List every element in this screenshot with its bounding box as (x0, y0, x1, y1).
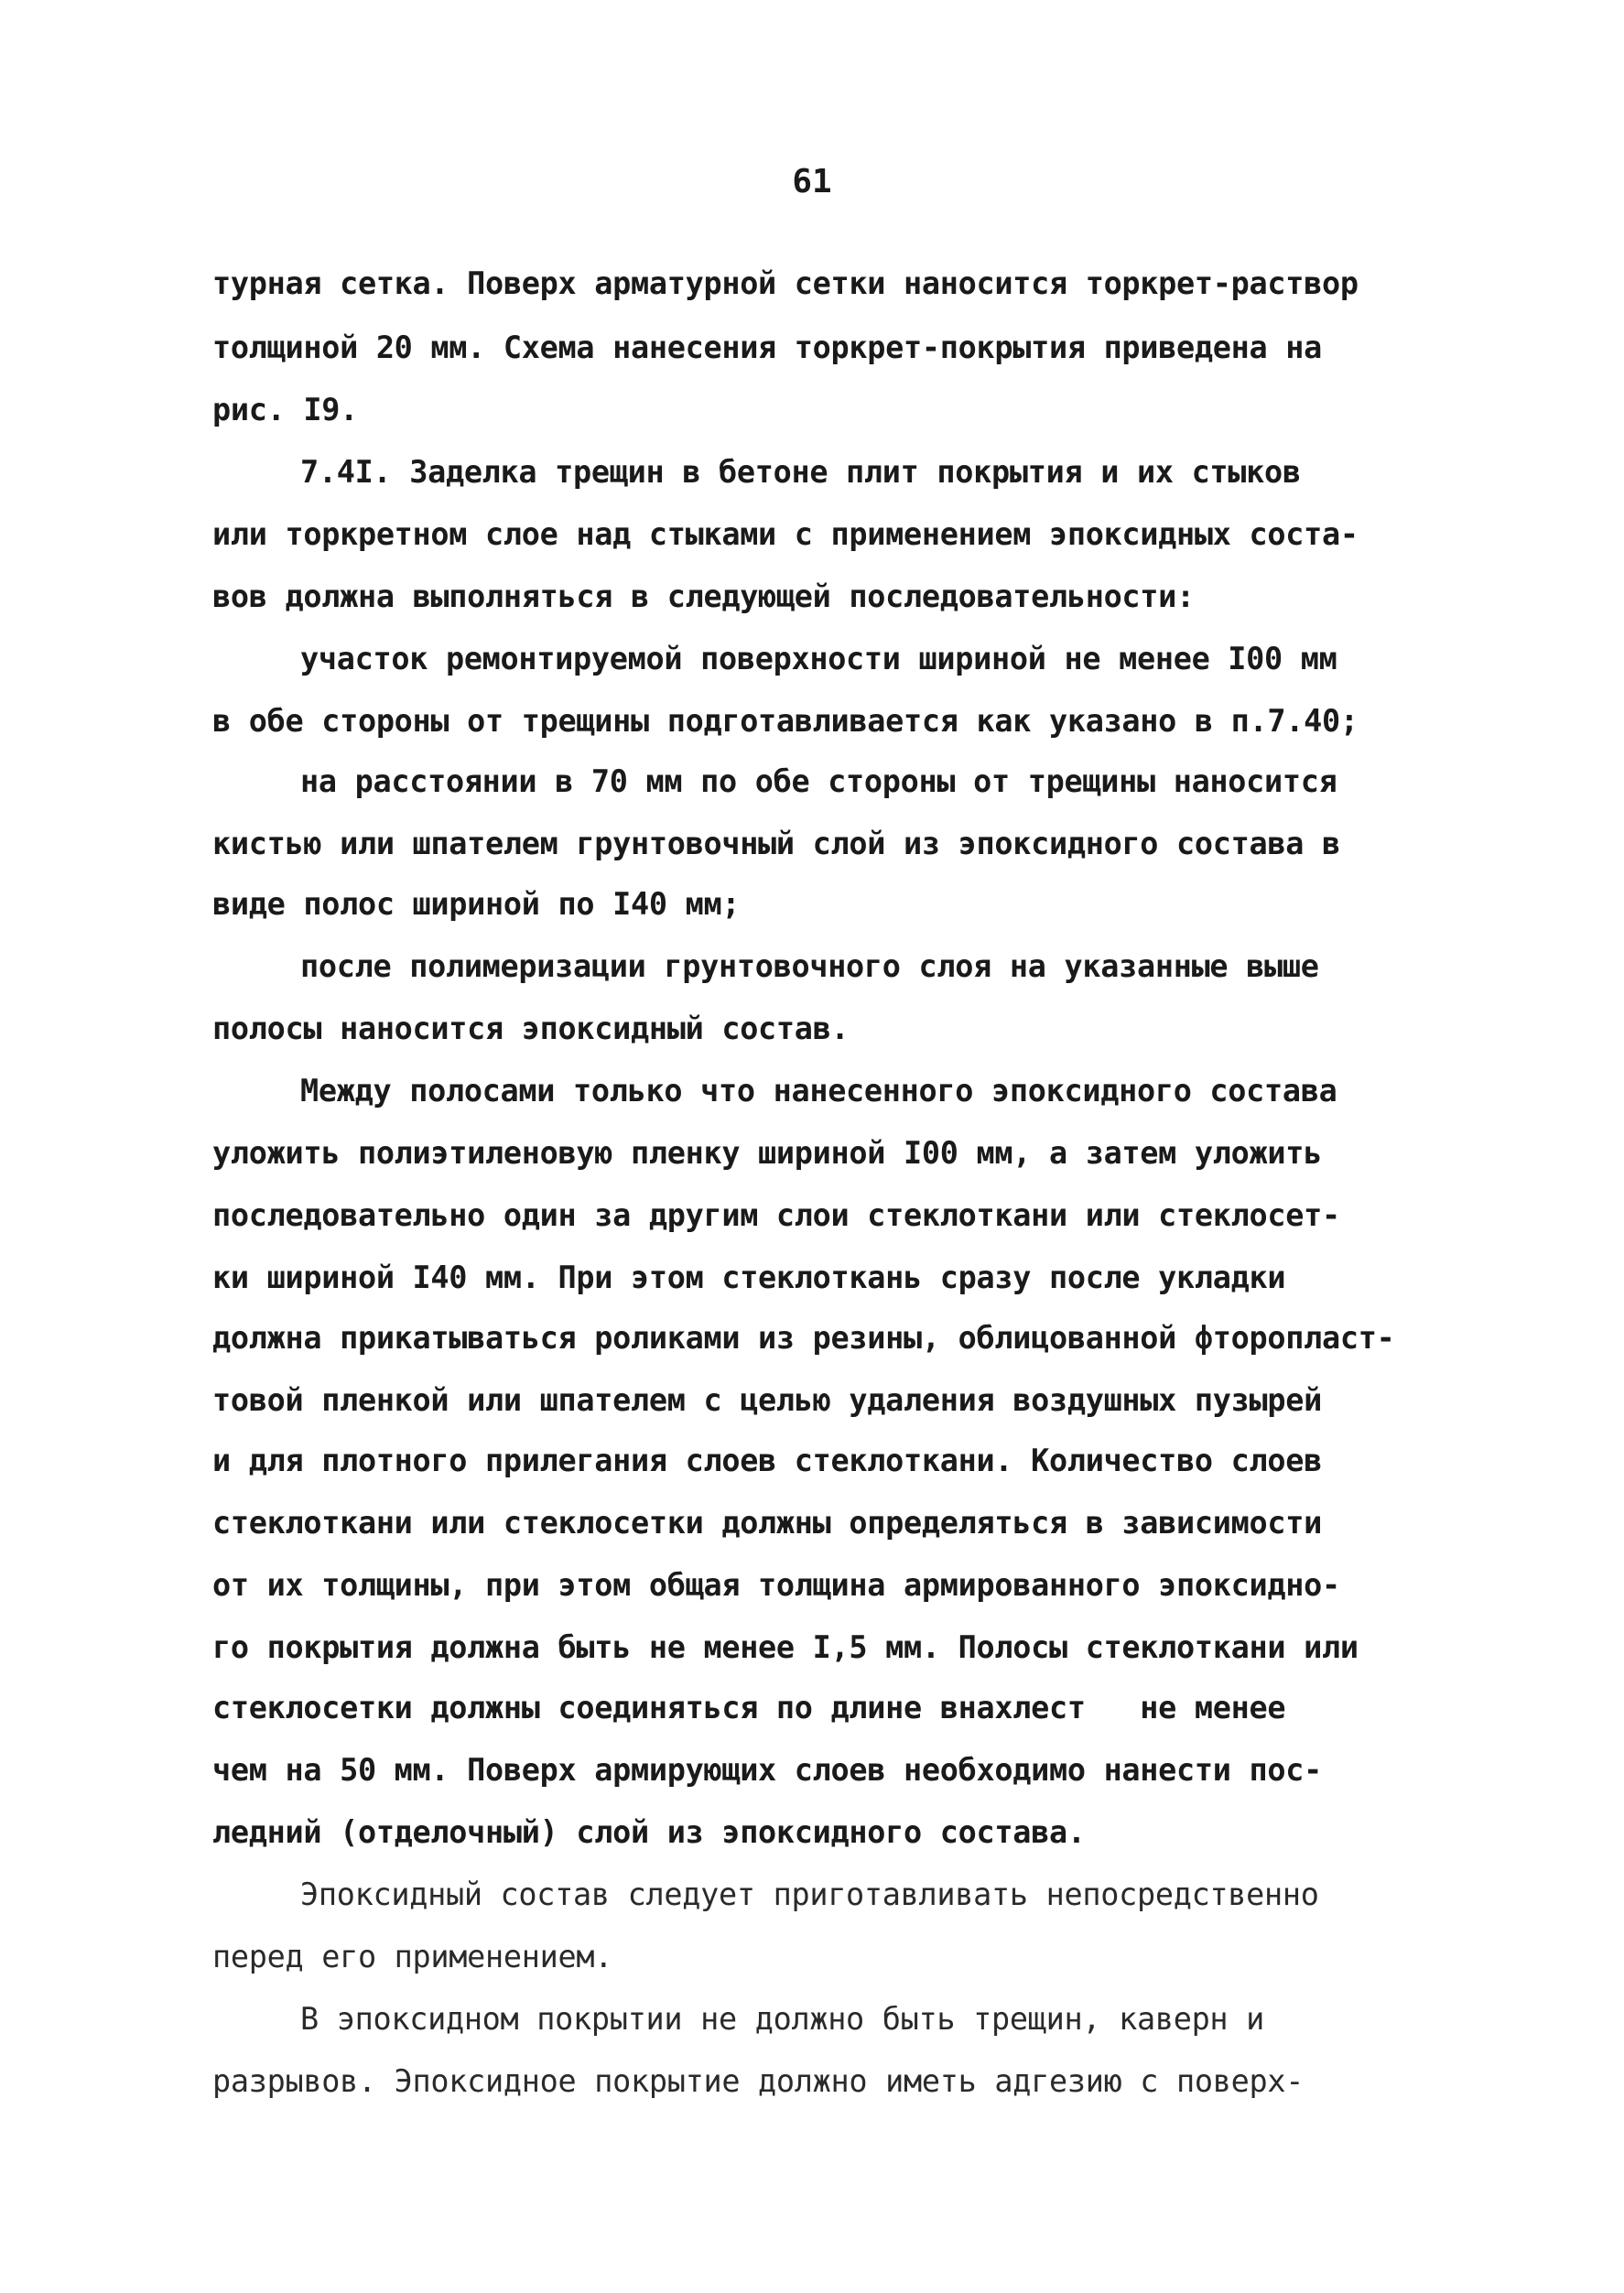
text-line: виде полос шириной по I40 мм; (212, 886, 741, 922)
text-line: го покрытия должна быть не менее I,5 мм. Полосы стеклоткани или (212, 1629, 1359, 1665)
text-line: и для плотного прилегания слоев стеклоткани. Количество слоев (212, 1443, 1322, 1478)
paragraph-first-line: В эпоксидном покрытии не должно быть трещин, каверн и (300, 2001, 1265, 2037)
text-line: товой пленкой или шпателем с целью удаления воздушных пузырей (212, 1382, 1322, 1418)
text-line: турная сетка. Поверх арматурной сетки наносится торкрет-раствор (212, 265, 1359, 301)
text-line: должна прикатываться роликами из резины, облицованной фторопласт- (212, 1320, 1395, 1356)
text-line: чем на 50 мм. Поверх армирующих слоев необходимо нанести пос- (212, 1752, 1322, 1788)
text-line: от их толщины, при этом общая толщина армированного эпоксидно- (212, 1567, 1340, 1603)
paragraph-first-line: на расстоянии в 70 мм по обе стороны от трещины наносится (300, 763, 1337, 799)
text-line: вов должна выполняться в следующей последовательности: (212, 579, 1195, 614)
text-line: полосы наносится эпоксидный состав. (212, 1011, 850, 1046)
text-line: стеклоткани или стеклосетки должны определяться в зависимости (212, 1505, 1322, 1541)
paragraph-first-line: участок ремонтируемой поверхности шириной не менее I00 мм (300, 641, 1337, 676)
text-line: толщиной 20 мм. Схема нанесения торкрет-покрытия приведена на (212, 330, 1322, 365)
text-line: стеклосетки должны соединяться по длине внахлест не менее (212, 1690, 1286, 1725)
text-line: или торкретном слое над стыками с применением эпоксидных соста- (212, 516, 1359, 552)
text-line: рис. I9. (212, 392, 358, 427)
page-number: 61 (792, 163, 832, 200)
paragraph-first-line: 7.4I. Заделка трещин в бетоне плит покрытия и их стыков (300, 454, 1301, 490)
paragraph-first-line: Эпоксидный состав следует приготавливать непосредственно (300, 1877, 1319, 1912)
text-line: последовательно один за другим слои стеклоткани или стеклосет- (212, 1197, 1340, 1233)
text-line: ки шириной I40 мм. При этом стеклоткань сразу после укладки (212, 1260, 1286, 1295)
text-line: кистью или шпателем грунтовочный слой из эпоксидного состава в (212, 826, 1340, 861)
paragraph-first-line: после полимеризации грунтовочного слоя на указанные выше (300, 948, 1319, 984)
text-line: в обе стороны от трещины подготавливается как указано в п.7.40; (212, 703, 1359, 739)
text-line: разрывов. Эпоксидное покрытие должно иметь адгезию с поверх- (212, 2063, 1305, 2099)
paragraph-first-line: Между полосами только что нанесенного эпоксидного состава (300, 1073, 1337, 1109)
text-line: перед его применением. (212, 1939, 613, 1974)
text-line: ледний (отделочный) слой из эпоксидного состава. (212, 1814, 1086, 1850)
text-line: уложить полиэтиленовую пленку шириной I00 мм, а затем уложить (212, 1135, 1322, 1171)
